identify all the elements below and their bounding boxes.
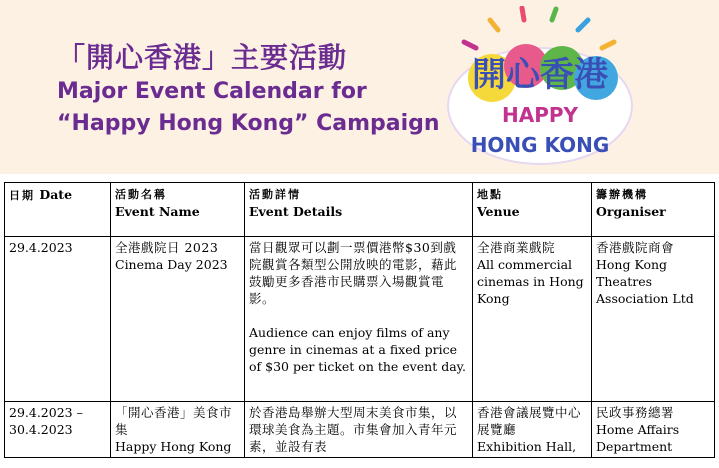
event-calendar-table — [4, 182, 715, 458]
cell-venue — [473, 237, 592, 402]
event-details-zh: 於香港島舉辦大型周末美食市集，以環球美食為主題。市集會加入青年元素，並設有表 — [249, 405, 458, 454]
banner-title-en — [57, 76, 440, 140]
header-event-name — [111, 183, 245, 237]
event-name-en: Happy Hong Kong — [115, 439, 232, 454]
logo-zh-text: 開心香港 — [472, 55, 608, 95]
header-event-name-en: Event Name — [115, 204, 200, 219]
header-event-details-en: Event Details — [249, 204, 343, 219]
organiser-zh: 香港戲院商會 — [596, 240, 675, 255]
header-venue-zh: 地點 — [477, 188, 503, 201]
cell-organiser — [592, 402, 715, 458]
event-details-zh: 當日觀眾可以劃一票價港幣$30到戲院觀賞各類型公開放映的電影，藉此鼓勵更多香港市民購票入場觀賞電影。 — [249, 240, 458, 306]
table-row — [5, 402, 715, 458]
header-date-en: Date — [39, 187, 73, 202]
table-header-row — [5, 183, 715, 237]
organiser-zh: 民政事務總署 — [596, 405, 675, 420]
header-organiser-zh: 籌辦機構 — [596, 188, 648, 201]
table-row — [5, 237, 715, 402]
header-venue-en: Venue — [477, 204, 520, 219]
cell-event-details — [245, 237, 473, 402]
organiser-en: Home Affairs Department — [596, 422, 680, 454]
cell-event-details — [245, 402, 473, 458]
event-name-zh: 「開心香港」美食市集 — [115, 405, 233, 437]
logo-en-line2: HONG KONG — [470, 133, 610, 157]
organiser-en: Hong Kong Theatres Association Ltd — [596, 257, 694, 306]
event-name-en: Cinema Day 2023 — [115, 257, 228, 272]
header-date — [5, 183, 111, 237]
cell-event-name — [111, 237, 245, 402]
banner-title-en-line2: “Happy Hong Kong” Campaign — [57, 111, 440, 136]
header-organiser-en: Organiser — [596, 204, 666, 219]
venue-en: All commercial cinemas in Hong Kong — [477, 257, 584, 306]
header-event-details-zh: 活動詳情 — [249, 188, 301, 201]
venue-en: Exhibition Hall, — [477, 439, 577, 454]
logo-rays — [464, 8, 614, 48]
header-date-zh: 日期 — [9, 189, 35, 202]
cell-date: 29.4.2023 – 30.4.2023 — [5, 402, 111, 458]
cell-event-name — [111, 402, 245, 458]
header-event-details — [245, 183, 473, 237]
banner — [0, 0, 719, 174]
header-venue — [473, 183, 592, 237]
happy-hong-kong-logo — [440, 6, 640, 170]
cell-venue — [473, 402, 592, 458]
event-name-zh: 全港戲院日 2023 — [115, 240, 219, 255]
header-event-name-zh: 活動名稱 — [115, 188, 167, 201]
venue-zh: 全港商業戲院 — [477, 240, 556, 255]
banner-title-zh: 「開心香港」主要活動 — [57, 41, 348, 74]
venue-zh: 香港會議展覽中心展覽廳 — [477, 405, 582, 437]
event-details-en: Audience can enjoy films of any genre in cinemas at a fixed price of $30 per ticket on the event day. — [249, 325, 467, 374]
cell-date: 29.4.2023 — [5, 237, 111, 402]
logo-en-line1: HAPPY — [501, 103, 579, 127]
cell-organiser — [592, 237, 715, 402]
header-organiser — [592, 183, 715, 237]
banner-title-en-line1: Major Event Calendar for — [57, 79, 367, 104]
